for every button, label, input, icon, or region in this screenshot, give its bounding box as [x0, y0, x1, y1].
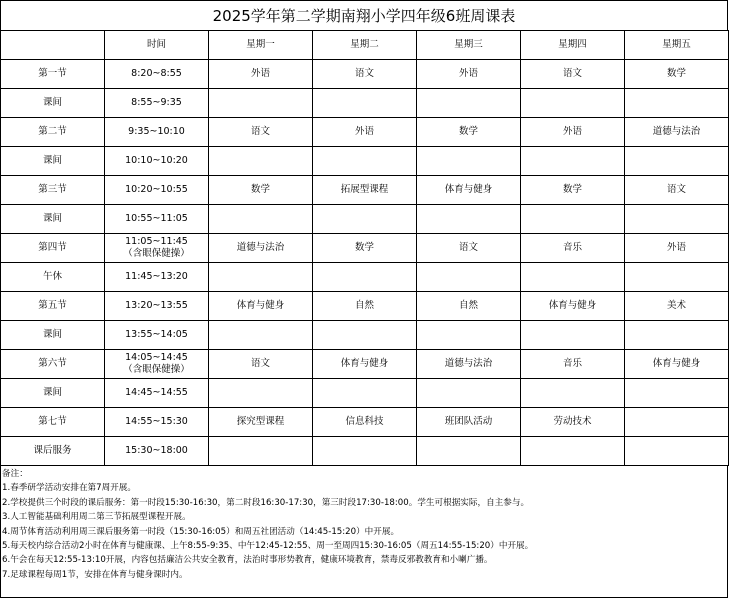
subject-cell — [313, 379, 417, 408]
header-day-wednesday: 星期三 — [417, 31, 521, 60]
subject-cell — [625, 263, 729, 292]
subject-cell — [209, 321, 313, 350]
period-time-text: 10:20~10:55 — [125, 184, 188, 195]
subject-cell: 数学 — [521, 176, 625, 205]
table-row — [1, 205, 729, 234]
period-time-note: （含眼保健操） — [123, 248, 190, 259]
subject-cell: 外语 — [417, 60, 521, 89]
period-time-text: 13:20~13:55 — [125, 300, 188, 311]
period-label-cell: 课间 — [1, 89, 105, 118]
table-row — [1, 263, 729, 292]
subject-cell: 音乐 — [521, 234, 625, 263]
period-label-cell: 课间 — [1, 147, 105, 176]
period-time-cell — [105, 205, 209, 234]
subject-cell: 道德与法治 — [209, 234, 313, 263]
subject-cell: 数学 — [209, 176, 313, 205]
period-time-cell — [105, 292, 209, 321]
subject-cell — [521, 437, 625, 466]
subject-cell: 自然 — [417, 292, 521, 321]
header-row — [1, 31, 729, 60]
subject-cell: 音乐 — [521, 350, 625, 379]
header-day-friday: 星期五 — [625, 31, 729, 60]
subject-cell: 拓展型课程 — [313, 176, 417, 205]
header-corner-cell — [1, 31, 105, 60]
note-line: 3.人工智能基础利用周二第三节拓展型课程开展。 — [2, 512, 191, 523]
subject-cell — [417, 147, 521, 176]
period-time-note: （含眼保健操） — [123, 364, 190, 375]
table-row — [1, 176, 729, 205]
period-label-cell: 课间 — [1, 321, 105, 350]
subject-cell: 语文 — [209, 350, 313, 379]
subject-cell: 班团队活动 — [417, 408, 521, 437]
subject-cell: 外语 — [521, 118, 625, 147]
header-day-thursday: 星期四 — [521, 31, 625, 60]
header-time-cell: 时间 — [105, 31, 209, 60]
period-label-cell: 第一节 — [1, 60, 105, 89]
period-time-cell — [105, 89, 209, 118]
page-title: 2025学年第二学期南翔小学四年级6班周课表 — [0, 0, 728, 30]
subject-cell — [521, 205, 625, 234]
period-time-cell — [105, 379, 209, 408]
subject-cell — [209, 147, 313, 176]
period-time-cell — [105, 408, 209, 437]
table-row — [1, 408, 729, 437]
notes-lines — [2, 481, 727, 582]
period-time-cell — [105, 176, 209, 205]
subject-cell — [313, 263, 417, 292]
period-time-text: 10:10~10:20 — [125, 155, 188, 166]
header-day-monday: 星期一 — [209, 31, 313, 60]
subject-cell — [625, 379, 729, 408]
subject-cell: 体育与健身 — [625, 350, 729, 379]
subject-cell — [313, 147, 417, 176]
subject-cell — [209, 263, 313, 292]
table-row — [1, 60, 729, 89]
subject-cell: 探究型课程 — [209, 408, 313, 437]
table-row — [1, 292, 729, 321]
subject-cell — [417, 379, 521, 408]
subject-cell — [521, 321, 625, 350]
table-row — [1, 234, 729, 263]
subject-cell: 劳动技术 — [521, 408, 625, 437]
subject-cell — [313, 89, 417, 118]
period-time-cell — [105, 350, 209, 379]
subject-cell: 数学 — [625, 60, 729, 89]
table-row — [1, 321, 729, 350]
subject-cell: 体育与健身 — [521, 292, 625, 321]
subject-cell — [625, 408, 729, 437]
period-time-cell — [105, 321, 209, 350]
table-row — [1, 89, 729, 118]
subject-cell: 道德与法治 — [625, 118, 729, 147]
subject-cell: 体育与健身 — [209, 292, 313, 321]
subject-cell: 信息科技 — [313, 408, 417, 437]
period-time-cell — [105, 263, 209, 292]
subject-cell: 外语 — [625, 234, 729, 263]
subject-cell — [625, 437, 729, 466]
period-time-text: 13:55~14:05 — [125, 329, 188, 340]
subject-cell: 美术 — [625, 292, 729, 321]
subject-cell: 语文 — [209, 118, 313, 147]
period-label-cell: 午休 — [1, 263, 105, 292]
subject-cell: 自然 — [313, 292, 417, 321]
period-label-cell: 课后服务 — [1, 437, 105, 466]
period-time-cell — [105, 147, 209, 176]
period-time-cell — [105, 234, 209, 263]
subject-cell — [521, 89, 625, 118]
subject-cell — [209, 437, 313, 466]
table-row — [1, 350, 729, 379]
subject-cell: 体育与健身 — [417, 176, 521, 205]
subject-cell: 道德与法治 — [417, 350, 521, 379]
note-line: 4.周节体育活动利用周三课后服务第一时段（15:30-16:05）和周五社团活动（14:45-15:20）中开展。 — [2, 526, 400, 537]
period-label-cell: 第六节 — [1, 350, 105, 379]
subject-cell — [417, 89, 521, 118]
subject-cell: 数学 — [313, 234, 417, 263]
period-time-text: 14:05~14:45 — [125, 352, 188, 363]
subject-cell — [625, 89, 729, 118]
note-line: 7.足球课程每周1节，安排在体育与健身课时内。 — [2, 569, 188, 580]
table-row — [1, 437, 729, 466]
subject-cell: 外语 — [313, 118, 417, 147]
subject-cell — [417, 263, 521, 292]
subject-cell — [313, 205, 417, 234]
subject-cell — [209, 379, 313, 408]
period-time-cell — [105, 118, 209, 147]
notes-section — [0, 466, 728, 598]
note-line: 1.春季研学活动安排在第7周开展。 — [2, 483, 136, 494]
subject-cell — [521, 147, 625, 176]
period-label-cell: 第七节 — [1, 408, 105, 437]
period-time-text: 15:30~18:00 — [125, 445, 188, 456]
period-label-cell: 第三节 — [1, 176, 105, 205]
period-time-text: 8:20~8:55 — [131, 68, 182, 79]
subject-cell — [417, 205, 521, 234]
period-time-text: 10:55~11:05 — [125, 213, 188, 224]
subject-cell: 语文 — [625, 176, 729, 205]
notes-heading: 备注： — [2, 469, 28, 479]
period-time-text: 11:05~11:45 — [125, 236, 188, 247]
subject-cell — [625, 321, 729, 350]
subject-cell — [521, 379, 625, 408]
note-line: 2.学校提供三个时段的课后服务：第一时段15:30-16:30，第二时段16:30-17:30，第三时段17:30-18:00。学生可根据实际，自主参与。 — [2, 497, 530, 508]
table-row — [1, 147, 729, 176]
table-row — [1, 379, 729, 408]
subject-cell: 语文 — [521, 60, 625, 89]
note-line: 6.午会在每天12:55-13:10开展，内容包括廉洁公共安全教育，法治时事形势教育，健康环境教育，禁毒反邪教教育和小喇广播。 — [2, 555, 493, 566]
subject-cell — [209, 89, 313, 118]
subject-cell: 外语 — [209, 60, 313, 89]
period-time-text: 11:45~13:20 — [125, 271, 188, 282]
subject-cell — [625, 205, 729, 234]
period-label-cell: 第四节 — [1, 234, 105, 263]
period-time-cell — [105, 60, 209, 89]
subject-cell — [417, 437, 521, 466]
subject-cell — [625, 147, 729, 176]
period-time-text: 9:35~10:10 — [128, 126, 185, 137]
subject-cell — [313, 437, 417, 466]
period-label-cell: 课间 — [1, 379, 105, 408]
subject-cell — [521, 263, 625, 292]
table-row — [1, 118, 729, 147]
period-time-text: 8:55~9:35 — [131, 97, 182, 108]
subject-cell: 数学 — [417, 118, 521, 147]
period-label-cell: 第二节 — [1, 118, 105, 147]
subject-cell: 体育与健身 — [313, 350, 417, 379]
period-label-cell: 课间 — [1, 205, 105, 234]
timetable — [0, 30, 729, 466]
period-time-text: 14:45~14:55 — [125, 387, 188, 398]
subject-cell — [313, 321, 417, 350]
period-time-text: 14:55~15:30 — [125, 416, 188, 427]
period-time-cell — [105, 437, 209, 466]
note-line: 5.每天校内综合活动2小时在体育与健康课、上午8:55-9:35、中午12:45-12:55、周一至周四15:30-16:05（周五14:55-15:20）中开展。 — [2, 541, 534, 552]
subject-cell — [209, 205, 313, 234]
subject-cell — [417, 321, 521, 350]
header-day-tuesday: 星期二 — [313, 31, 417, 60]
subject-cell: 语文 — [313, 60, 417, 89]
period-label-cell: 第五节 — [1, 292, 105, 321]
subject-cell: 语文 — [417, 234, 521, 263]
